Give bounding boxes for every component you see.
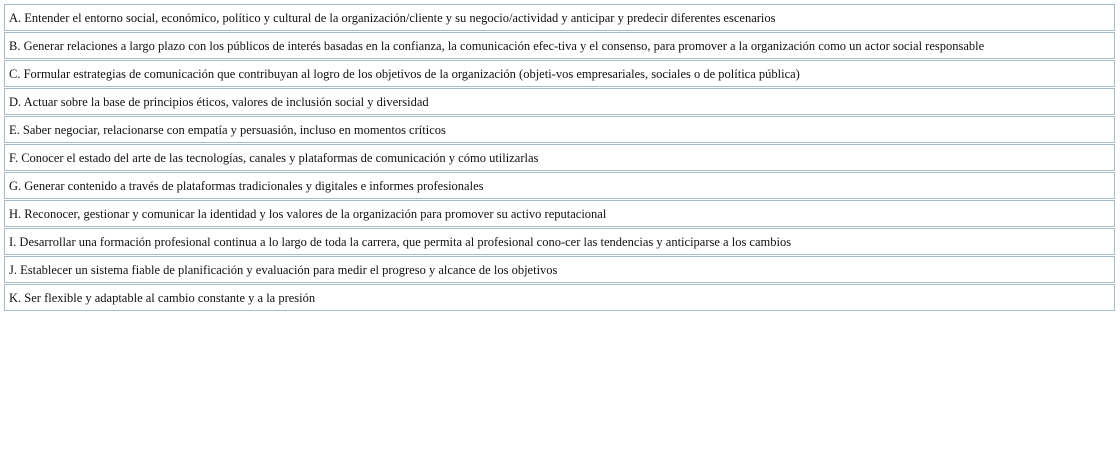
- list-item: J. Establecer un sistema fiable de planificación y evaluación para medir el progreso y alcance de los objetivos: [4, 256, 1115, 283]
- list-item: K. Ser flexible y adaptable al cambio constante y a la presión: [4, 284, 1115, 311]
- list-item: D. Actuar sobre la base de principios éticos, valores de inclusión social y diversidad: [4, 88, 1115, 115]
- competency-list: [4, 4, 1115, 312]
- list-item: E. Saber negociar, relacionarse con empatía y persuasión, incluso en momentos críticos: [4, 116, 1115, 143]
- list-item: F. Conocer el estado del arte de las tecnologías, canales y plataformas de comunicación y cómo utilizarlas: [4, 144, 1115, 171]
- list-item: B. Generar relaciones a largo plazo con los públicos de interés basadas en la confianza, la comunicación efec-tiva y el consenso, para promover a la organización como un actor social responsable: [4, 32, 1115, 59]
- list-item: G. Generar contenido a través de plataformas tradicionales y digitales e informes profesionales: [4, 172, 1115, 199]
- list-item: I. Desarrollar una formación profesional continua a lo largo de toda la carrera, que permita al profesional cono-cer las tendencias y anticiparse a los cambios: [4, 228, 1115, 255]
- list-item: H. Reconocer, gestionar y comunicar la identidad y los valores de la organización para promover su activo reputacional: [4, 200, 1115, 227]
- list-item: A. Entender el entorno social, económico, político y cultural de la organización/cliente y su negocio/actividad y anticipar y predecir diferentes escenarios: [4, 4, 1115, 31]
- list-item: C. Formular estrategias de comunicación que contribuyan al logro de los objetivos de la organización (objeti-vos empresariales, sociales o de política pública): [4, 60, 1115, 87]
